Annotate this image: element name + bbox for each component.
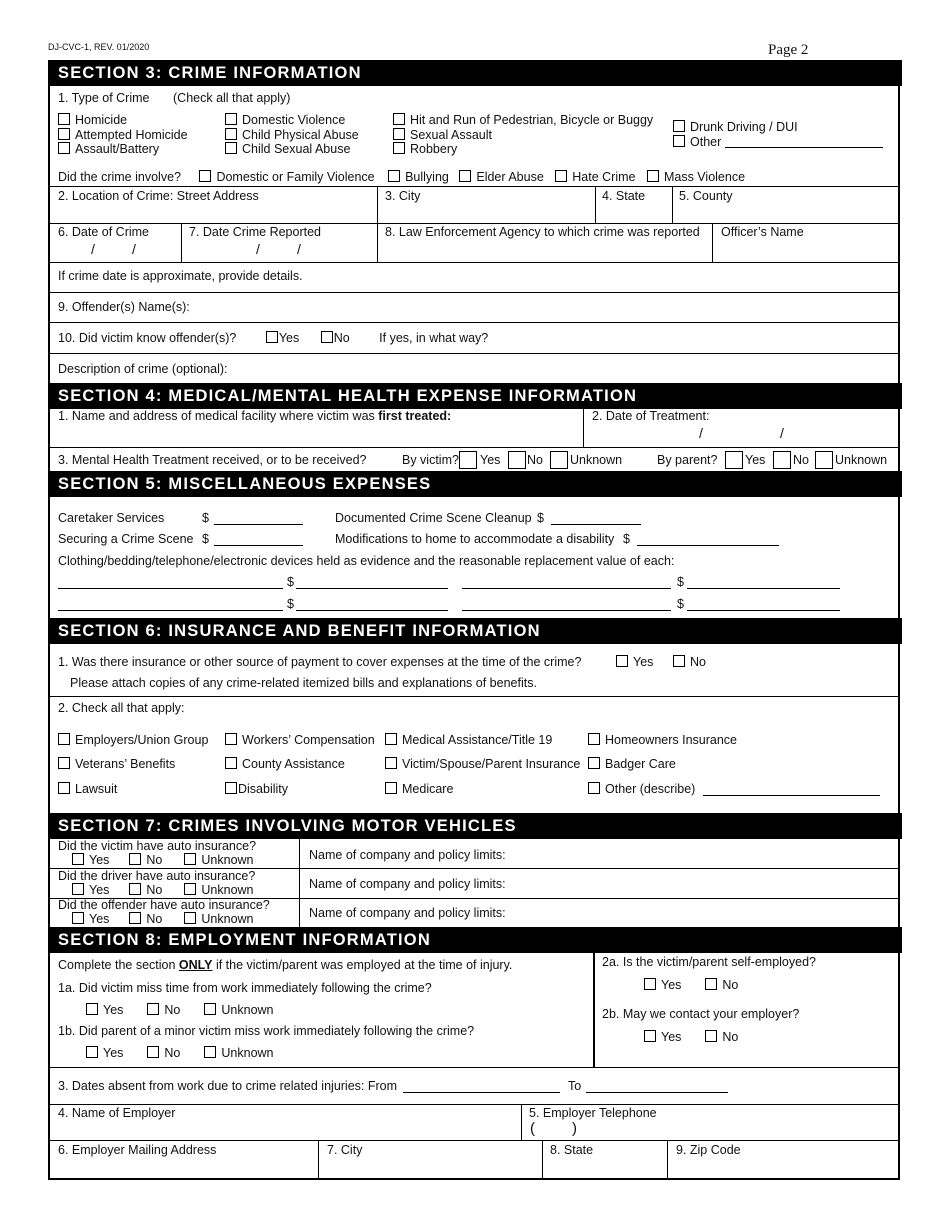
checkbox-mass-violence[interactable]: [647, 170, 659, 182]
checkbox[interactable]: [393, 113, 405, 125]
victim-no-checkbox[interactable]: [508, 451, 526, 469]
absent-to-input[interactable]: [586, 1092, 728, 1093]
driver-auto-unknown[interactable]: [184, 883, 196, 895]
cleanup-label: Documented Crime Scene Cleanup: [335, 511, 532, 525]
parent-no-checkbox[interactable]: [773, 451, 791, 469]
checkbox[interactable]: [225, 113, 237, 125]
self-employed-options: Yes No: [644, 978, 738, 992]
know-offender-way: If yes, in what way?: [379, 331, 489, 345]
checkbox-bullying[interactable]: [388, 170, 400, 182]
section-5-header: SECTION 5: MISCELLANEOUS EXPENSES: [48, 471, 902, 497]
section-8-header: SECTION 8: EMPLOYMENT INFORMATION: [48, 927, 902, 953]
checkbox-elder-abuse[interactable]: [459, 170, 471, 182]
victim-company-label: Name of company and policy limits:: [309, 848, 506, 862]
location-label: 2. Location of Crime: Street Address: [58, 189, 259, 203]
crime-robbery[interactable]: Robbery: [393, 142, 653, 157]
self-employed-no[interactable]: [705, 978, 717, 990]
parent-unknown-checkbox[interactable]: [815, 451, 833, 469]
crime-sexual-assault[interactable]: Sexual Assault: [393, 128, 653, 143]
caretaker-label: Caretaker Services: [58, 511, 165, 525]
securing-input[interactable]: [214, 545, 303, 546]
medical-facility-label: 1. Name and address of medical facility where victim was first treated:: [58, 409, 452, 423]
check-all-label: 2. Check all that apply:: [58, 701, 185, 715]
crime-involve-question: Did the crime involve?: [58, 170, 181, 184]
approx-date-label: If crime date is approximate, provide details.: [58, 269, 303, 283]
employment-intro: Complete the section ONLY if the victim/parent was employed at the time of injury.: [58, 958, 513, 972]
by-victim-label: By victim?: [402, 453, 459, 467]
crime-other-input[interactable]: [725, 147, 883, 148]
victim-yes-label: Yes: [480, 453, 501, 467]
description-label: Description of crime (optional):: [58, 362, 228, 376]
victim-unknown-label: Unknown: [570, 453, 623, 467]
type-of-crime-hint: (Check all that apply): [173, 91, 291, 105]
victim-auto-question: Did the victim have auto insurance? Yes No Unknown: [58, 839, 257, 867]
date-slash: /: [132, 241, 136, 257]
insurance-yes[interactable]: Yes: [616, 655, 653, 669]
page-number: Page 2: [768, 42, 809, 58]
contact-employer-no[interactable]: [705, 1030, 717, 1042]
employer-name-label: 4. Name of Employer: [58, 1106, 176, 1120]
phone-paren-open: (: [530, 1120, 535, 1137]
victim-miss-unknown[interactable]: [204, 1003, 216, 1015]
offender-auto-no[interactable]: [129, 912, 141, 924]
checkbox[interactable]: [225, 128, 237, 140]
parent-no-label: No: [793, 453, 809, 467]
option-workers-comp[interactable]: Workers’ Compensation: [225, 733, 375, 747]
victim-miss-work-question: 1a. Did victim miss time from work immediately following the crime?: [58, 981, 432, 995]
insurance-note: Please attach copies of any crime-related itemized bills and explanations of benefits.: [70, 676, 537, 690]
checkbox[interactable]: [58, 113, 70, 125]
victim-auto-no[interactable]: [129, 853, 141, 865]
insurance-no[interactable]: No: [673, 655, 706, 669]
item-input[interactable]: [58, 588, 283, 589]
parent-miss-work-question: 1b. Did parent of a minor victim miss work immediately following the crime?: [58, 1024, 475, 1038]
parent-yes-label: Yes: [745, 453, 766, 467]
caretaker-input[interactable]: [214, 524, 303, 525]
item-input[interactable]: [58, 610, 283, 611]
contact-employer-options: Yes No: [644, 1030, 738, 1044]
crime-assault[interactable]: Assault/Battery: [58, 142, 188, 157]
victim-auto-yes[interactable]: [72, 853, 84, 865]
victim-yes-checkbox[interactable]: [459, 451, 477, 469]
employer-zip-label: 9. Zip Code: [676, 1143, 741, 1157]
checkbox-domestic-family[interactable]: [199, 170, 211, 182]
date-slash: /: [256, 241, 260, 257]
type-of-crime-label: 1. Type of Crime: [58, 91, 150, 105]
form-id: DJ-CVC-1, REV. 01/2020: [48, 42, 150, 52]
contact-employer-yes[interactable]: [644, 1030, 656, 1042]
date-treatment-label: 2. Date of Treatment:: [592, 409, 710, 423]
crime-domestic-violence[interactable]: Domestic Violence: [225, 113, 359, 128]
crime-col-4: [673, 120, 883, 149]
section-4-header: SECTION 4: MEDICAL/MENTAL HEALTH EXPENSE INFORMATION: [48, 383, 902, 409]
victim-miss-no[interactable]: [147, 1003, 159, 1015]
checkbox[interactable]: [673, 135, 685, 147]
checkbox[interactable]: [673, 120, 685, 132]
dates-absent-label: 3. Dates absent from work due to crime related injuries: From: [58, 1079, 398, 1093]
dollar-sign: $: [287, 597, 294, 611]
self-employed-question: 2a. Is the victim/parent self-employed?: [602, 955, 816, 969]
crime-other[interactable]: Other: [673, 135, 883, 150]
mental-health-question: 3. Mental Health Treatment received, or to be received?: [58, 453, 367, 467]
phone-paren-close: ): [572, 1120, 577, 1137]
option-county[interactable]: County Assistance: [225, 757, 345, 771]
value-input[interactable]: [296, 588, 448, 589]
county-label: 5. County: [679, 189, 733, 203]
employer-city-label: 7. City: [327, 1143, 363, 1157]
option-medicare[interactable]: Medicare: [385, 782, 453, 796]
parent-miss-unknown[interactable]: [204, 1046, 216, 1058]
section-3-header: SECTION 3: CRIME INFORMATION: [48, 60, 902, 86]
dollar-sign: $: [623, 532, 630, 546]
value-input[interactable]: [296, 610, 448, 611]
checkbox[interactable]: [225, 142, 237, 154]
driver-auto-question: Did the driver have auto insurance? Yes No Unknown: [58, 869, 256, 897]
officer-label: Officer’s Name: [721, 225, 804, 239]
driver-auto-yes[interactable]: [72, 883, 84, 895]
crime-dui[interactable]: Drunk Driving / DUI: [673, 120, 883, 135]
date-slash: /: [699, 425, 703, 441]
employer-address-label: 6. Employer Mailing Address: [58, 1143, 217, 1157]
offender-auto-unknown[interactable]: [184, 912, 196, 924]
option-other[interactable]: Other (describe): [588, 782, 695, 796]
absent-to-label: To: [568, 1079, 582, 1093]
know-offender-question: 10. Did victim know offender(s)?: [58, 331, 237, 345]
checkbox[interactable]: [393, 142, 405, 154]
dollar-sign: $: [677, 597, 684, 611]
contact-employer-question: 2b. May we contact your employer?: [602, 1007, 800, 1021]
crime-col-1: [58, 113, 188, 157]
date-slash: /: [297, 241, 301, 257]
crime-col-2: [225, 113, 359, 157]
agency-label: 8. Law Enforcement Agency to which crime was reported: [385, 225, 700, 239]
date-slash: /: [91, 241, 95, 257]
item-input[interactable]: [462, 588, 671, 589]
crime-col-3: [393, 113, 653, 157]
date-slash: /: [780, 425, 784, 441]
modifications-input[interactable]: [637, 545, 779, 546]
securing-label: Securing a Crime Scene: [58, 532, 194, 546]
option-badger-care[interactable]: Badger Care: [588, 757, 676, 771]
value-input[interactable]: [687, 610, 840, 611]
parent-miss-work-options: Yes No Unknown: [86, 1046, 274, 1060]
know-offender-no[interactable]: [321, 331, 333, 343]
option-veterans[interactable]: Veterans’ Benefits: [58, 757, 175, 771]
date-reported-label: 7. Date Crime Reported: [189, 225, 322, 239]
victim-auto-unknown[interactable]: [184, 853, 196, 865]
city-label: 3. City: [385, 189, 421, 203]
checkbox[interactable]: [58, 142, 70, 154]
employer-state-label: 8. State: [550, 1143, 594, 1157]
absent-from-input[interactable]: [403, 1092, 560, 1093]
parent-miss-yes[interactable]: [86, 1046, 98, 1058]
victim-unknown-checkbox[interactable]: [550, 451, 568, 469]
parent-unknown-label: Unknown: [835, 453, 888, 467]
insurance-question: 1. Was there insurance or other source of payment to cover expenses at the time of the crime?: [58, 655, 582, 669]
crime-child-physical-abuse[interactable]: Child Physical Abuse: [225, 128, 359, 143]
victim-no-label: No: [527, 453, 543, 467]
know-offender-yes[interactable]: [266, 331, 278, 343]
victim-miss-work-options: Yes No Unknown: [86, 1003, 274, 1017]
section-7-header: SECTION 7: CRIMES INVOLVING MOTOR VEHICLES: [48, 813, 902, 839]
option-employers[interactable]: Employers/Union Group: [58, 733, 208, 747]
offender-auto-question: Did the offender have auto insurance? Yes No Unknown: [58, 898, 270, 926]
section-6-header: SECTION 6: INSURANCE AND BENEFIT INFORMATION: [48, 618, 902, 644]
checkbox[interactable]: [393, 128, 405, 140]
checkbox[interactable]: [58, 128, 70, 140]
offender-company-label: Name of company and policy limits:: [309, 906, 506, 920]
crime-involve-row: Did the crime involve? Domestic or Family Violence Bullying Elder Abuse Hate Crime Mass Violence: [58, 170, 746, 184]
parent-miss-no[interactable]: [147, 1046, 159, 1058]
driver-company-label: Name of company and policy limits:: [309, 877, 506, 891]
offender-auto-yes[interactable]: [72, 912, 84, 924]
clothing-label: Clothing/bedding/telephone/electronic devices held as evidence and the reasonable replacement value of each:: [58, 554, 675, 568]
checkbox-hate-crime[interactable]: [555, 170, 567, 182]
date-of-crime-label: 6. Date of Crime: [58, 225, 150, 239]
crime-attempted-homicide[interactable]: Attempted Homicide: [58, 128, 188, 143]
dollar-sign: $: [202, 511, 209, 525]
driver-auto-no[interactable]: [129, 883, 141, 895]
by-parent-label: By parent?: [657, 453, 718, 467]
employer-phone-label: 5. Employer Telephone: [529, 1106, 657, 1120]
crime-homicide[interactable]: Homicide: [58, 113, 188, 128]
know-offender-row: 10. Did victim know offender(s)? Yes No If yes, in what way?: [58, 331, 489, 345]
dollar-sign: $: [287, 575, 294, 589]
item-input[interactable]: [462, 610, 671, 611]
option-homeowners[interactable]: Homeowners Insurance: [588, 733, 737, 747]
dollar-sign: $: [537, 511, 544, 525]
dollar-sign: $: [677, 575, 684, 589]
parent-yes-checkbox[interactable]: [725, 451, 743, 469]
option-victim-insurance[interactable]: Victim/Spouse/Parent Insurance: [385, 757, 580, 771]
cleanup-input[interactable]: [551, 524, 641, 525]
other-describe-input[interactable]: [703, 795, 880, 796]
offender-names-label: 9. Offender(s) Name(s):: [58, 300, 190, 314]
option-disability[interactable]: Disability: [225, 782, 288, 796]
state-label: 4. State: [602, 189, 646, 203]
modifications-label: Modifications to home to accommodate a disability: [335, 532, 615, 546]
victim-miss-yes[interactable]: [86, 1003, 98, 1015]
self-employed-yes[interactable]: [644, 978, 656, 990]
crime-child-sexual-abuse[interactable]: Child Sexual Abuse: [225, 142, 359, 157]
crime-hit-and-run[interactable]: Hit and Run of Pedestrian, Bicycle or Buggy: [393, 113, 653, 128]
option-lawsuit[interactable]: Lawsuit: [58, 782, 117, 796]
dollar-sign: $: [202, 532, 209, 546]
value-input[interactable]: [687, 588, 840, 589]
option-medical-assistance[interactable]: Medical Assistance/Title 19: [385, 733, 552, 747]
